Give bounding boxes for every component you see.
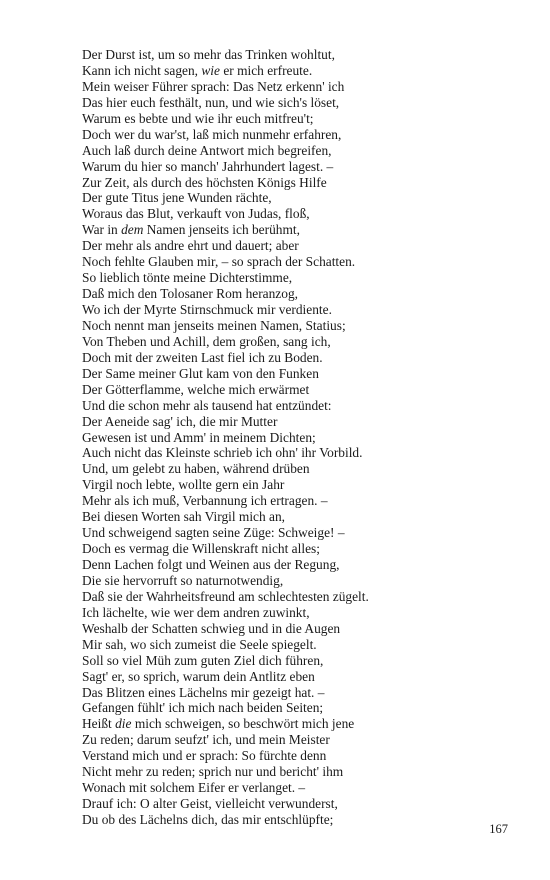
verse-text: Doch wer du war'st, laß mich nunmehr erfahren, [82,126,342,142]
verse-text: Der Durst ist, um so mehr das Trinken wohltut, [82,47,335,62]
verse-line [82,573,522,589]
verse-line [82,222,522,238]
verse-line [82,796,522,812]
verse-text: Mein weiser Führer sprach: Das Netz erkenn' ich [82,78,345,94]
verse-text: Und, um gelebt zu haben, während drüben [82,461,310,477]
verse-line [82,780,522,796]
verse-text: Noch nennt man jenseits meinen Namen, Statius; [82,317,346,333]
verse-line [82,637,522,653]
verse-line [82,557,522,573]
verse-text: Kann ich nicht sagen, [82,62,202,78]
verse-text: Gefangen fühlt' ich mich nach beiden Seiten; [82,700,324,716]
verse-text: Noch fehlte Glauben mir, – so sprach der Schatten. [82,254,356,270]
verse-text: Und die schon mehr als tausend hat entzündet: [82,397,332,413]
verse-text: Und schweigend sagten seine Züge: Schweige! – [82,525,345,541]
verse-line [82,382,522,398]
verse-line [82,111,522,127]
verse-line [82,541,522,557]
verse-line [82,47,522,63]
verse-line [82,589,522,605]
verse-text: Ich lächelte, wie wer dem andren zuwinkt, [82,604,310,620]
verse-block [82,47,522,828]
verse-text: Du ob des Lächelns dich, das mir entschlüpfte; [82,812,334,827]
verse-line [82,669,522,685]
verse-text: Der Aeneide sag' ich, die mir Mutter [82,413,278,429]
verse-text: Heißt [82,716,116,732]
verse-line [82,79,522,95]
verse-text: War in [82,222,122,238]
verse-text: Soll so viel Müh zum guten Ziel dich führen, [82,652,324,668]
verse-text: Nicht mehr zu reden; sprich nur und bericht' ihm [82,764,344,780]
verse-line [82,461,522,477]
verse-text: Mir sah, wo sich zumeist die Seele spiegelt. [82,636,317,652]
verse-text: Sagt' er, so sprich, warum dein Antlitz eben [82,668,315,684]
verse-text: Verstand mich und er sprach: So fürchte denn [82,748,327,764]
verse-line [82,764,522,780]
verse-text: Doch mit der zweiten Last fiel ich zu Boden. [82,349,323,365]
verse-text: Von Theben und Achill, dem großen, sang ich, [82,333,331,349]
verse-line [82,366,522,382]
verse-emphasis: dem [121,222,144,238]
verse-text: Warum du hier so manch' Jahrhundert lagest. – [82,158,334,174]
verse-line [82,605,522,621]
verse-line [82,812,522,828]
verse-text: Weshalb der Schatten schwieg und in die Augen [82,620,341,636]
verse-line [82,238,522,254]
verse-text: Zu reden; darum seufzt' ich, und mein Meister [82,732,330,748]
verse-text: Die sie hervorruft so naturnotwendig, [82,572,284,588]
verse-text: Der Same meiner Glut kam von den Funken [82,365,319,381]
verse-line [82,302,522,318]
verse-line [82,270,522,286]
verse-line [82,63,522,79]
verse-line [82,509,522,525]
verse-text: So lieblich tönte meine Dichterstimme, [82,270,293,286]
verse-line [82,190,522,206]
verse-line [82,334,522,350]
verse-text: Virgil noch lebte, wollte gern ein Jahr [82,477,285,493]
verse-line [82,685,522,701]
verse-line [82,445,522,461]
verse-line [82,175,522,191]
verse-emphasis: wie [201,62,220,78]
verse-line [82,398,522,414]
verse-line [82,493,522,509]
verse-line [82,159,522,175]
verse-line [82,143,522,159]
verse-text: Der Götterflamme, welche mich erwärmet [82,381,310,397]
verse-line [82,700,522,716]
verse-text: Zur Zeit, als durch des höchsten Königs Hilfe [82,174,327,190]
page-number: 167 [489,822,508,836]
verse-line [82,716,522,732]
verse-text: er mich erfreute. [219,62,313,78]
verse-line [82,254,522,270]
verse-line [82,206,522,222]
verse-line [82,95,522,111]
verse-line [82,318,522,334]
verse-text: Der gute Titus jene Wunden rächte, [82,190,272,206]
verse-line [82,653,522,669]
verse-text: Wo ich der Myrte Stirnschmuck mir verdiente. [82,302,332,317]
verse-line [82,621,522,637]
verse-text: Das hier euch festhält, nun, und wie sich's löset, [82,94,340,110]
verse-text: Mehr als ich muß, Verbannung ich ertragen. – [82,493,328,509]
verse-text: Auch nicht das Kleinste schrieb ich ohn' ihr Vorbild. [82,445,363,461]
verse-text: Bei diesen Worten sah Virgil mich an, [82,509,286,525]
verse-emphasis: die [115,716,132,732]
verse-text: Der mehr als andre ehrt und dauert; aber [82,238,299,254]
verse-text: Daß mich den Tolosaner Rom heranzog, [82,286,298,302]
verse-text: Gewesen ist und Amm' in meinem Dichten; [82,429,316,445]
verse-line [82,732,522,748]
verse-text: Das Blitzen eines Lächelns mir gezeigt hat. – [82,684,325,700]
verse-text: Denn Lachen folgt und Weinen aus der Regung, [82,557,340,572]
verse-text: Auch laß durch deine Antwort mich begreifen, [82,142,332,158]
verse-line [82,525,522,541]
verse-text: Woraus das Blut, verkauft von Judas, floß, [82,206,310,222]
verse-text: Drauf ich: O alter Geist, vielleicht verwunderst, [82,796,338,812]
verse-line [82,748,522,764]
verse-line [82,286,522,302]
verse-text: Doch es vermag die Willenskraft nicht alles; [82,541,320,557]
verse-text: Daß sie der Wahrheitsfreund am schlechtesten zügelt. [82,588,369,604]
verse-text: Warum es bebte und wie ihr euch mitfreu't; [82,110,314,126]
verse-line [82,430,522,446]
verse-line [82,414,522,430]
verse-line [82,477,522,493]
verse-text: mich schweigen, so beschwört mich jene [131,716,355,732]
verse-line [82,350,522,366]
verse-line [82,127,522,143]
verse-text: Namen jenseits ich berühmt, [143,222,300,238]
verse-text: Wonach mit solchem Eifer er verlanget. – [82,780,306,796]
